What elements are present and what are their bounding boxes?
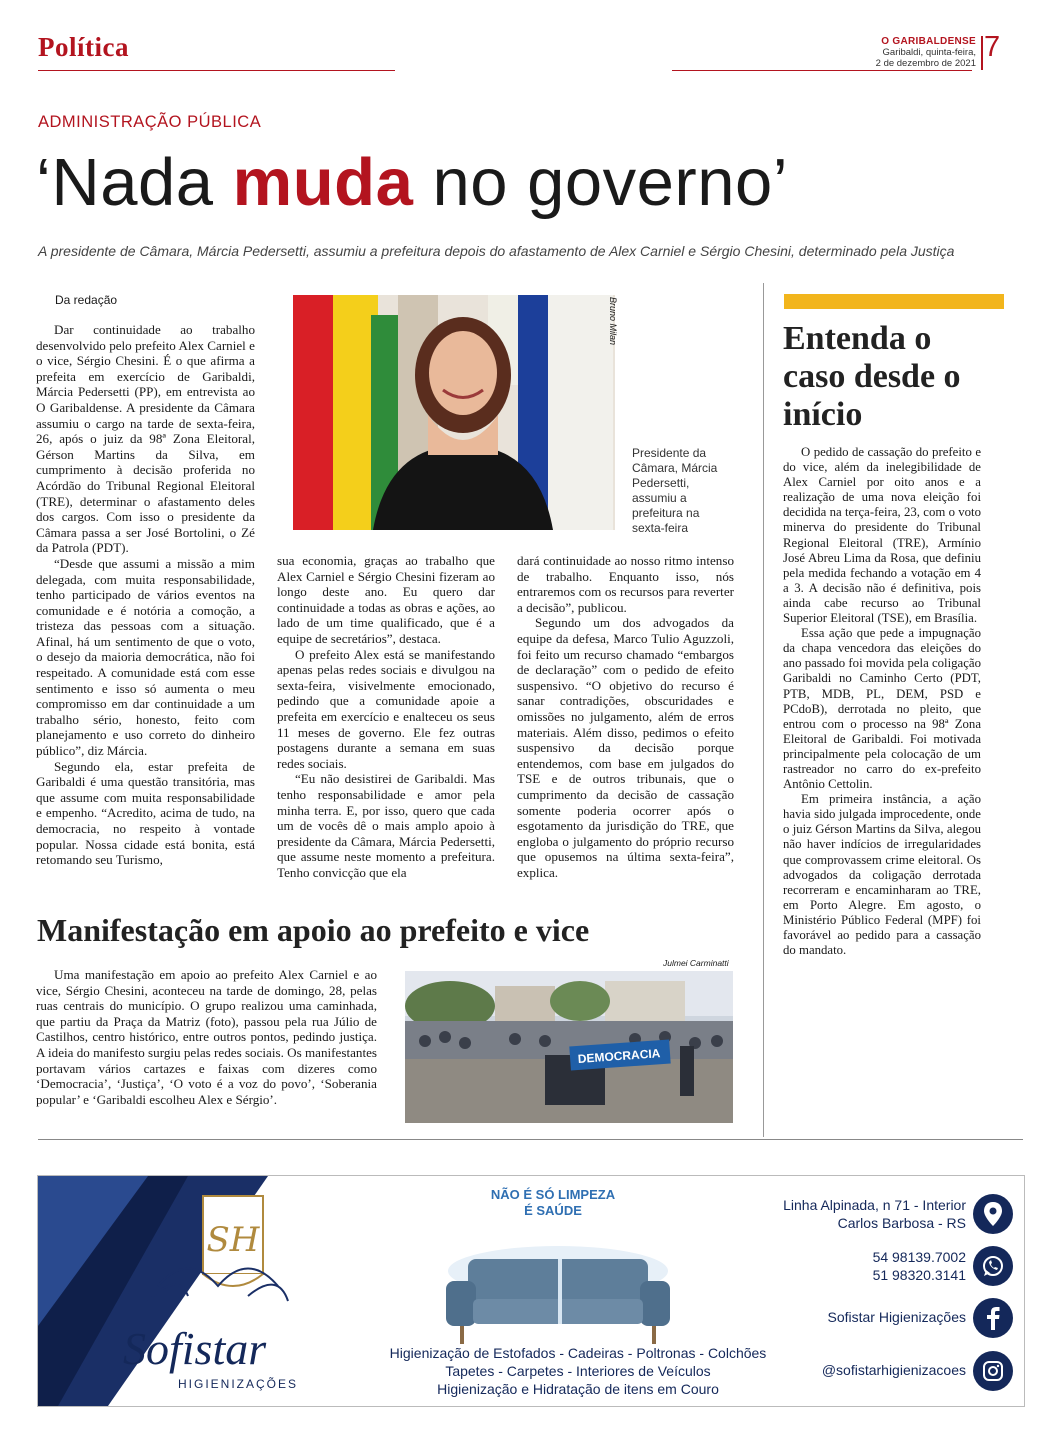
location-pin-icon [973, 1194, 1013, 1234]
article-headline [36, 138, 788, 228]
ad-facebook: Sofistar Higienizações [827, 1309, 966, 1325]
demonstration-photo [405, 971, 733, 1123]
page-divider [981, 36, 983, 70]
article-column-2 [277, 553, 495, 880]
masthead-date-2: 2 de dezembro de 2021 [875, 58, 976, 69]
ad-address [718, 1196, 966, 1232]
paragraph: dará continuidade ao nosso ritmo intenso de trabalho. Enquanto isso, nós entraremos com os recursos para reverter a decisão”, publicou. [517, 553, 734, 615]
photo-caption: Presidente da Câmara, Márcia Pedersetti, assumiu a prefeitura na sexta-feira [632, 446, 718, 535]
page-number: 7 [984, 31, 1001, 63]
paragraph: O prefeito Alex está se manifestando apenas pelas redes sociais e divulgou na sexta-feira, visivelmente emocionado, pedindo que a comunidade apoie a prefeita em exercício e enalteceu os seus 11 meses de governo. Ele fez outras postagens durante a semana em suas redes sociais. [277, 646, 495, 771]
headline-highlight: muda [232, 145, 414, 220]
ad-instagram: @sofistarhigienizacoes [821, 1362, 966, 1378]
ad-slogan-2: É SAÚDE [524, 1203, 582, 1218]
article-column-1 [36, 322, 255, 868]
ad-services-2: Tapetes - Carpetes - Interiores de Veículos [445, 1363, 711, 1379]
masthead-date-1: Garibaldi, quinta-feira, [882, 47, 976, 58]
ad-brand-sub: HIGIENIZAÇÕES [178, 1377, 299, 1391]
photo-credit: Bruno Milan [608, 297, 618, 346]
masthead-brand: O GARIBALDENSE [881, 36, 976, 47]
section-title: Política [38, 32, 129, 62]
paragraph: Dar continuidade ao trabalho desenvolvido pelo prefeito Alex Carniel e o vice, Sérgio Chesini. É o que afirma a prefeita em exercício de Garibaldi, Márcia Pedersetti (PP), em entrevista ao O Garibaldense. A presidente da Câmara assumiu o cargo na tarde de sexta-feira, 26, após o juiz da 98ª Zona Eleitoral, Gérson Martins da Silva, em cumprimento à decisão proferida no Acórdão do Tribunal Regional Eleitoral (TRE), determinar o afastamento deles dos cargos. Com isso o presidente da Câmara passa a ser José Bortolini, o Zé da Patrola (PDT). [36, 322, 255, 556]
paragraph: Em primeira instância, a ação havia sido julgada improcedente, onde o juiz Gérson Martins da Silva, alegou não haver indícios de irregularidades que comprovassem crime eleitoral. Os advogados da coligação derrotada recorreram e encaminharam ao TRE, em Porto Alegre. Em agosto, o Ministério Público Federal (MPF) foi favorável ao pedido para a cassação do mandato. [783, 792, 981, 958]
paragraph: “Eu não desistirei de Garibaldi. Mas tenho responsabilidade e amor pela minha terra. E, por isso, quero que cada um de vocês dê o mais amplo apoio à presidente da Câmara, Márcia Pedersetti, que assume neste momento a prefeitura. Tenho convicção que ela [277, 771, 495, 880]
ad-slogan [458, 1187, 648, 1219]
ad-brand-name: Sofistar [123, 1323, 267, 1374]
facebook-icon [973, 1298, 1013, 1338]
ad-services-1: Higienização de Estofados - Cadeiras - Poltronas - Colchões [389, 1345, 767, 1361]
ad-services-3: Higienização e Hidratação de itens em Couro [437, 1381, 719, 1397]
masthead-rule [672, 70, 972, 71]
ad-slogan-1: NÃO É SÓ LIMPEZA [490, 1187, 616, 1202]
paragraph: Segundo ela, estar prefeita de Garibaldi é uma questão transitória, mas que assume com muita responsabilidade e empenho. “Acredito, acima de tudo, na democracia, no respeito à vontade popular. Nossa cidade está bonita, está retomando seu Turismo, [36, 758, 255, 868]
secondary-text [36, 967, 377, 1107]
ad-brand-graphic [38, 1176, 338, 1406]
sidebar-text [783, 445, 981, 958]
paragraph: Uma manifestação em apoio ao prefeito Alex Carniel e ao vice, Sérgio Chesini, aconteceu na tarde de domingo, 28, pelas ruas centrais do município. O grupo realizou uma caminhada, que partiu da Praça da Matriz (foto), passou pela rua Júlio de Castilhos, centro histórico, entre outros pontos, pedindo justiça. A ideia do manifesto surgiu pelas redes sociais. Os manifestantes portavam vários cartazes e faixas com dizeres como ‘Democracia’, ‘Justiça’, ‘O voto é a voz do povo’, ‘Soberania popular’ e ‘Garibaldi escolheu Alex e Sérgio’. [36, 967, 377, 1107]
paragraph: O pedido de cassação do prefeito e do vice, além da inelegibilidade de Alex Carniel por oito anos e a realização de uma nova eleição foi decidida na terça-feira, 23, com o voto minerva do presidente do Tribunal Regional Eleitoral (TRE), Armínio José Abreu Lima da Rosa, que definiu pela medida fechando a votação em 4 a 3. A decisão não é definitiva, pois ainda cabe recurso ao Tribunal Superior Eleitoral (TSE), em Brasília. [783, 445, 981, 626]
advertisement [37, 1175, 1025, 1407]
article-deck: A presidente de Câmara, Márcia Pedersetti, assumiu a prefeitura depois do afastamento de Alex Carniel e Sérgio Chesini, determinado pela Justiça [38, 243, 955, 259]
instagram-icon [973, 1351, 1013, 1391]
headline-part-1: ‘Nada [36, 145, 233, 220]
ad-monogram: SH [206, 1220, 260, 1260]
ad-phone-2: 51 98320.3141 [872, 1267, 966, 1283]
ad-phone-1: 54 98139.7002 [872, 1249, 966, 1265]
paragraph: “Desde que assumi a missão a mim delegada, com muita responsabilidade, tenho participado de vários eventos na comunidade e é notória a comoção, a tristeza das pessoas com a situação. Afinal, há um sentimento de que o voto, o desejo da maioria democrática, não foi respeitado. A comunidade está com esse sentimento e isso só aumenta o meu compromisso em dar continuidade a um trabalho sério, honesto, feito com planejamento e uso correto do dinheiro público”, diz Márcia. [36, 555, 255, 759]
headline-part-2: no governo’ [413, 145, 789, 220]
democracy-banner-text: DEMOCRACIA [577, 1046, 661, 1066]
article-byline: Da redação [55, 293, 118, 307]
secondary-headline: Manifestação em apoio ao prefeito e vice [37, 912, 590, 948]
sidebar-title: Entenda o caso desde o início [783, 320, 961, 433]
sofa-icon [438, 1231, 678, 1346]
ad-phones [718, 1248, 966, 1284]
mayor-portrait-photo [293, 295, 615, 530]
section-rule [38, 70, 395, 71]
ad-address-1: Linha Alpinada, n 71 - Interior [783, 1197, 966, 1213]
photo-credit: Julmei Carminatti [663, 958, 729, 968]
paragraph: sua economia, graças ao trabalho que Alex Carniel e Sérgio Chesini fizeram ao longo deste ano. Eu quero dar continuidade a todas as obras e ações, ao lado de um time qualificado, que é a equipe de secretários”, destaca. [277, 553, 495, 646]
paragraph: Essa ação que pede a impugnação da chapa vencedora das eleições do ano passado foi movida pela coligação Garibaldi no Caminho Certo (PDT, PTB, MDB, PL, DEM, PSD e PCdoB), derrotada no pleito, que entrou com o processo na 98ª Zona Eleitoral de Garibaldi. Foi motivada principalmente pela colocação de um rastreador no carro do ex-prefeito Antônio Cettolin. [783, 626, 981, 792]
article-column-3 [517, 553, 734, 880]
sidebar-accent-bar [784, 294, 1004, 309]
ad-address-2: Carlos Barbosa - RS [837, 1215, 966, 1231]
whatsapp-icon [973, 1246, 1013, 1286]
article-kicker: ADMINISTRAÇÃO PÚBLICA [38, 113, 262, 131]
bottom-rule [38, 1139, 1023, 1140]
paragraph: Segundo um dos advogados da equipe da defesa, Marco Tulio Aguzzoli, foi feito um recurso chamado “embargos de declaração” com o pedido de efeito suspensivo. “O objetivo do recurso é sanar contradições, obscuridades e omissões no julgamento, além de erros materiais. Além disso, pedimos o efeito suspensivo da decisão porque entendemos, com base em julgados do TSE e de outros tribunais, que o cumprimento da decisão de cassação somente poderia ocorrer após o esgotamento da jurisdição do TRE, que engloba o julgamento do próprio recurso que opusemos na última sexta-feira”, explica. [517, 615, 734, 880]
masthead [876, 36, 976, 69]
